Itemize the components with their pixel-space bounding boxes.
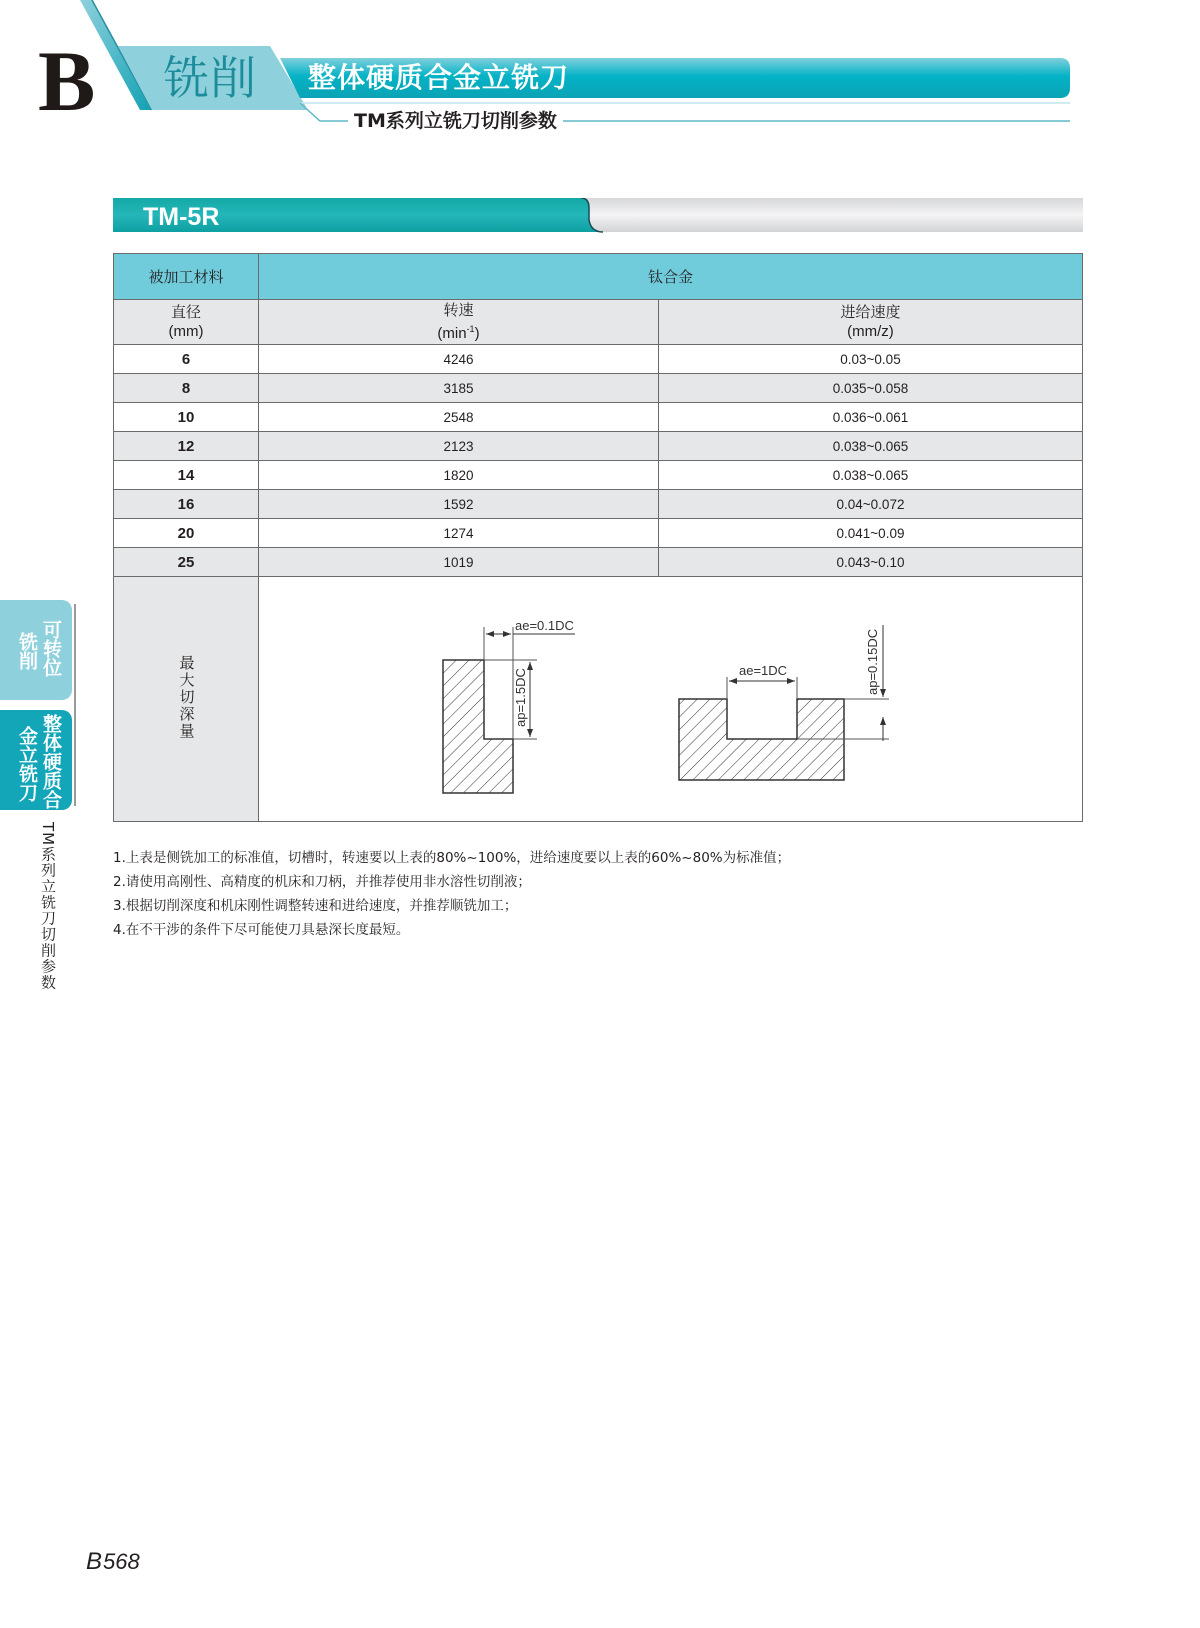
page-prefix: B <box>86 1548 103 1575</box>
diameter-cell: 25 <box>114 548 259 577</box>
note-item: 3.根据切削深度和机床刚性调整转速和进给速度，并推荐顺铣加工； <box>113 898 518 914</box>
slot-ae-label: ae=1DC <box>739 663 788 678</box>
column-title: 进给速度 <box>840 304 901 321</box>
page-number-value: 568 <box>103 1549 140 1574</box>
feed-cell: 0.036~0.061 <box>658 403 1082 432</box>
speed-cell: 1274 <box>259 519 659 548</box>
table-row <box>114 403 1083 432</box>
column-header-feed <box>658 300 1082 345</box>
table-row <box>114 548 1083 577</box>
speed-cell: 1019 <box>259 548 659 577</box>
side-divider <box>74 604 76 806</box>
table-row <box>114 519 1083 548</box>
note-item: 1.上表是侧铣加工的标准值，切槽时，转速要以上表的80%~100%，进给速度要以上表的60%~80%为标准值； <box>113 850 791 866</box>
side-milling-diagram <box>443 618 575 793</box>
diameter-cell: 10 <box>114 403 259 432</box>
table-row <box>114 345 1083 374</box>
column-header-row <box>114 300 1083 345</box>
side-tab-label: 整体硬质合 <box>40 714 62 809</box>
speed-cell: 3185 <box>259 374 659 403</box>
material-row <box>114 254 1083 300</box>
cutting-depth-diagrams <box>259 577 1083 822</box>
diameter-cell: 14 <box>114 461 259 490</box>
column-unit: (mm/z) <box>847 323 894 340</box>
column-header-speed <box>259 300 659 345</box>
speed-cell: 1592 <box>259 490 659 519</box>
side-tab-label: 可转位 <box>40 620 62 677</box>
feed-cell: 0.04~0.072 <box>658 490 1082 519</box>
side-ae-label: ae=0.1DC <box>515 618 574 633</box>
note-item: 2.请使用高刚性、高精度的机床和刀柄，并推荐使用非水溶性切削液； <box>113 874 531 890</box>
feed-cell: 0.038~0.065 <box>658 432 1082 461</box>
side-caption: TM系列立铣刀切削参数 <box>39 822 57 991</box>
material-label: 被加工材料 <box>114 254 259 300</box>
diameter-cell: 6 <box>114 345 259 374</box>
column-unit-exponent: -1 <box>466 324 475 334</box>
diameter-cell: 12 <box>114 432 259 461</box>
model-banner-graphic <box>113 198 1083 234</box>
page-title: 整体硬质合金立铣刀 <box>308 61 570 94</box>
slot-ap-label: ap=0.15DC <box>865 628 880 695</box>
page-header <box>0 0 1200 140</box>
chapter-letter: B <box>38 33 96 129</box>
page-number <box>86 1548 140 1576</box>
feed-cell: 0.03~0.05 <box>658 345 1082 374</box>
section-title: 铣削 <box>163 51 257 105</box>
material-value: 钛合金 <box>259 254 1083 300</box>
diameter-cell: 20 <box>114 519 259 548</box>
usage-notes <box>113 846 790 942</box>
cutting-parameters-table <box>113 253 1083 822</box>
model-banner <box>113 198 1083 234</box>
speed-cell: 2123 <box>259 432 659 461</box>
table-row <box>114 490 1083 519</box>
note-item: 4.在不干涉的条件下尽可能使刀具悬深长度最短。 <box>113 922 410 938</box>
speed-cell: 2548 <box>259 403 659 432</box>
column-header-diameter <box>114 300 259 345</box>
feed-cell: 0.043~0.10 <box>658 548 1082 577</box>
feed-cell: 0.038~0.065 <box>658 461 1082 490</box>
table-row <box>114 461 1083 490</box>
max-depth-label: 最大切深量 <box>177 655 195 740</box>
max-depth-label-cell <box>114 577 259 822</box>
column-unit-close: ) <box>474 325 480 342</box>
side-tab-label: 铣削 <box>16 632 38 670</box>
max-depth-row <box>114 577 1083 822</box>
model-name: TM-5R <box>143 203 220 231</box>
diameter-cell: 16 <box>114 490 259 519</box>
table-row <box>114 432 1083 461</box>
column-title: 转速 <box>443 302 474 319</box>
speed-cell: 1820 <box>259 461 659 490</box>
table-row <box>114 374 1083 403</box>
column-unit: (mm) <box>168 323 204 340</box>
side-ap-label: ap=1.5DC <box>513 668 528 727</box>
feed-cell: 0.035~0.058 <box>658 374 1082 403</box>
page-subtitle: TM系列立铣刀切削参数 <box>348 108 563 134</box>
speed-cell: 4246 <box>259 345 659 374</box>
side-tab-label: 金立铣刀 <box>16 726 38 802</box>
column-unit: (min <box>437 325 467 342</box>
column-title: 直径 <box>170 304 201 321</box>
slotting-diagram <box>679 625 889 780</box>
feed-cell: 0.041~0.09 <box>658 519 1082 548</box>
cutting-depth-diagram-graphic <box>259 577 1081 821</box>
side-tab-indexable-milling[interactable] <box>0 600 72 700</box>
side-tab-solid-carbide-endmill[interactable] <box>0 710 72 810</box>
diameter-cell: 8 <box>114 374 259 403</box>
